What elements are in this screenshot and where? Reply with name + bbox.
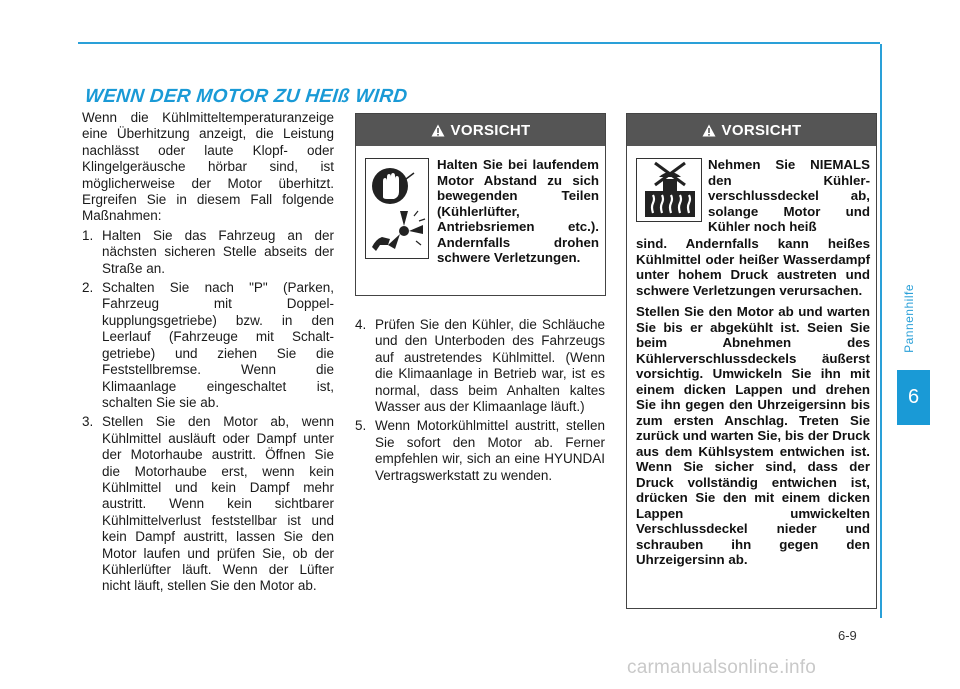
step-text: Halten Sie das Fahrzeug an der nächsten sicheren Stelle abseits der Straße an. [102, 227, 334, 276]
column-left [82, 110, 334, 595]
chapter-tab-label: Pannenhilfe [902, 284, 916, 353]
step-number: 2. [82, 280, 94, 296]
stop-hand-fan-icon [365, 158, 429, 259]
warning-text-paragraph: Stellen Sie den Motor ab und warten Sie bis er abgekühlt ist. Seien Sie beim Abnehmen des Kühlerverschlussdeckels äußerst vorsichtig. Umwickeln Sie ihn mit einem dicken Lappen und drehen Sie ihn gegen den Uhrzeigersinn bis zum ersten Anschlag. Treten Sie zurück und warten Sie, bis der Druck aus dem Kühlsystem entwichen ist. Wenn Sie sicher sind, dass der Druck vollständig entwichen ist, drücken Sie den mit einem dicken Lappen umwickelten Verschlussdeckel nieder und schrauben ihn gegen den Uhrzeigersinn ab. [636, 304, 870, 567]
warning-triangle-icon [431, 124, 445, 137]
step-number: 3. [82, 414, 94, 430]
no-open-hot-radiator-icon [636, 158, 702, 222]
warning-header [356, 114, 605, 146]
step-number: 4. [355, 317, 367, 332]
warning-header [627, 114, 876, 146]
warning-text-top: Nehmen Sie NIEMALS den Kühlerverschlussdeckel ab, solange Motor und Kühler noch heiß [708, 157, 870, 234]
warning-title: VORSICHT [450, 121, 531, 139]
warning-triangle-icon [702, 124, 716, 137]
warning-box-radiator [626, 113, 877, 609]
page-number: 6-9 [838, 628, 857, 643]
step-text: Wenn Motorkühlmittel austritt, stellen Sie sofort den Motor ab. Ferner empfehlen wir, sich an eine HYUNDAI Vertragswerkstatt zu wenden. [375, 418, 605, 483]
chapter-number-badge: 6 [897, 370, 930, 425]
list-item [82, 414, 334, 594]
intro-paragraph: Wenn die Kühlmitteltemperaturanzeige eine Überhitzung anzeigt, die Leistung nachlässt oder laute Klopf- oder Klingelgeräusche hörbar sind, ist möglicherweise der Motor überhitzt. Ergreifen Sie in diesem Fall folgende Maßnahmen: [82, 110, 334, 224]
top-rule [78, 42, 880, 44]
watermark: carmanualsonline.info [627, 657, 817, 678]
section-heading: WENN DER MOTOR ZU HEIß WIRD [83, 86, 409, 107]
side-rule [880, 44, 882, 618]
list-item [82, 280, 334, 411]
list-item [355, 418, 605, 484]
warning-text-continued: sind. Andernfalls kann heißes Kühlmittel oder heißer Wasserdampf unter hohem Druck austreten und schwere Verletzungen verursachen. [636, 236, 870, 298]
warning-title: VORSICHT [721, 121, 802, 139]
column-middle [355, 314, 605, 484]
step-text: Stellen Sie den Motor ab, wenn Kühlmittel ausläuft oder Dampf unter der Motorhaube austritt. Öffnen Sie die Motorhaube erst, wenn kein Kühlmittel und kein Dampf mehr austritt. Wenn kein sichtbarer Kühlmittelverlust feststellbar ist und kein Dampf austritt, lassen Sie den Motor laufen und prüfen Sie, ob der Kühlerlüfter läuft. Wenn der Lüfter nicht läuft, stellen Sie den Motor ab. [102, 414, 334, 594]
list-item [82, 228, 334, 277]
warning-text: Halten Sie bei laufendem Motor Abstand zu sich bewegenden Teilen (Kühlerlüfter, Antriebsriemen etc.). Andernfalls drohen schwere Verletzungen. [437, 157, 599, 265]
step-number: 5. [355, 418, 367, 434]
step-text: Prüfen Sie den Kühler, die Schläuche und den Unterboden des Fahrzeugs auf austretendes Kühlmittel. (Wenn die Klimaanlage in Betrieb war, ist es normal, dass beim Anhalten kaltes Wasser aus der Klimaanlage läuft.) [375, 317, 605, 415]
warning-box-fan [355, 113, 606, 296]
warning-text-body [636, 236, 870, 568]
step-number: 1. [82, 227, 94, 243]
step-text: Schalten Sie nach "P" (Parken, Fahrzeug mit Doppelkupplungsgetriebe) bzw. in den Leerlauf (Fahrzeuge mit Schaltgetriebe) und ziehen Sie die Feststellbremse. Wenn die Klimaanlage eingeschaltet ist, schalten Sie sie ab. [102, 280, 334, 410]
list-item [355, 317, 605, 415]
